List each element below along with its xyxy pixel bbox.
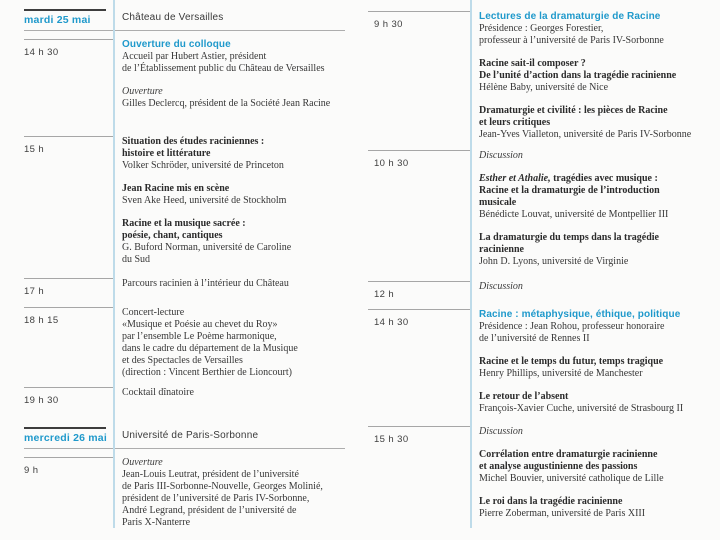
text-line: Volker Schröder, université de Princeton (122, 160, 284, 171)
event-line (479, 356, 710, 368)
talk-title: Le retour de l’absent (479, 391, 569, 402)
event-block (479, 356, 710, 380)
event-line (122, 195, 345, 207)
text-line: Paris X-Nanterre (122, 517, 191, 528)
event-line (479, 368, 710, 380)
event-block (479, 232, 710, 268)
event-cell (470, 150, 710, 268)
event-line (122, 387, 345, 399)
schedule-row (24, 457, 345, 529)
event-line (122, 148, 345, 160)
event-block (122, 307, 345, 379)
event-line (479, 232, 710, 244)
event-line (479, 185, 710, 197)
event-block (122, 457, 345, 529)
event-line (479, 23, 710, 35)
time-cell (24, 387, 113, 408)
event-cell (470, 281, 710, 293)
talk-title: et leurs critiques (479, 117, 551, 128)
schedule-row (24, 307, 345, 379)
text-line: John D. Lyons, université de Virginie (479, 256, 629, 267)
event-line (479, 105, 710, 117)
event-line (122, 481, 345, 493)
event-block (122, 183, 345, 207)
event-block (479, 173, 710, 221)
text-line: et des Spectacles de Versailles (122, 355, 243, 366)
event-line (479, 508, 710, 520)
day-header-cell (24, 427, 113, 444)
time-cell (368, 426, 470, 447)
event-block (122, 387, 345, 399)
talk-title: Racine et la musique sacrée : (122, 218, 246, 229)
time-cell (24, 39, 113, 60)
venue-cell (113, 427, 345, 441)
schedule-row (24, 136, 345, 266)
column-divider-line-right (470, 0, 472, 528)
time-cell (368, 281, 470, 302)
venue-label: Château de Versailles (122, 12, 224, 23)
event-line (479, 321, 710, 333)
event-line (479, 461, 710, 473)
event-line (122, 355, 345, 367)
text-line: Jean-Louis Leutrat, président de l’université (122, 469, 299, 480)
talk-title: histoire et littérature (122, 148, 211, 159)
time-label: 14 h 30 (374, 317, 409, 328)
text-line: président de l’université de Paris IV-Sorbonne, (122, 493, 310, 504)
time-cell (24, 278, 113, 299)
text-line: Présidence : Jean Rohou, professeur honoraire (479, 321, 665, 332)
event-line (479, 496, 710, 508)
italic-label: Discussion (479, 281, 523, 292)
event-line (479, 244, 710, 256)
time-cell (24, 136, 113, 157)
event-line (479, 473, 710, 485)
text-line: François-Xavier Cuche, université de Strasbourg II (479, 403, 684, 414)
event-block (122, 136, 345, 172)
event-line (479, 256, 710, 268)
schedule-row (368, 150, 710, 268)
event-line (122, 319, 345, 331)
text-line: Concert-lecture (122, 307, 185, 318)
session-heading: Lectures de la dramaturgie de Racine (479, 11, 661, 22)
schedule-row (24, 387, 345, 408)
time-label: 14 h 30 (24, 47, 59, 58)
event-line (122, 86, 345, 98)
text-line: Michel Bouvier, université catholique de Lille (479, 473, 664, 484)
talk-title: et analyse augustinienne des passions (479, 461, 638, 472)
event-line (479, 150, 710, 162)
day-label: mercredi 26 mai (24, 432, 107, 444)
session-heading: Ouverture du colloque (122, 39, 231, 50)
event-line (479, 403, 710, 415)
text-line: Présidence : Georges Forestier, (479, 23, 604, 34)
event-line (122, 63, 345, 75)
talk-title: racinienne (479, 244, 524, 255)
event-block (479, 150, 710, 162)
italic-label: Ouverture (122, 457, 163, 468)
text-line: Sven Ake Heed, université de Stockholm (122, 195, 287, 206)
event-cell (113, 387, 345, 399)
talk-title: Racine sait-il composer ? (479, 58, 586, 69)
time-label: 10 h 30 (374, 158, 409, 169)
text-line: Accueil par Hubert Astier, président (122, 51, 267, 62)
event-block (122, 39, 345, 75)
event-line (122, 183, 345, 195)
event-block (479, 58, 710, 94)
text-line: «Musique et Poésie au chevet du Roy» (122, 319, 278, 330)
session-heading: Racine : métaphysique, éthique, politique (479, 309, 681, 320)
text-line: dans le cadre du département de la Musique (122, 343, 298, 354)
talk-title: Le roi dans la tragédie racinienne (479, 496, 623, 507)
event-line (479, 333, 710, 345)
day-header-row (24, 427, 345, 449)
event-block (479, 496, 710, 520)
schedule-row (368, 281, 710, 302)
event-line (479, 35, 710, 47)
program-column-right (368, 0, 710, 528)
text-line: professeur à l’université de Paris IV-Sorbonne (479, 35, 664, 46)
talk-title: musicale (479, 197, 517, 208)
event-cell (470, 426, 710, 520)
event-line (122, 367, 345, 379)
schedule-row (24, 278, 345, 299)
italic-label: Discussion (479, 426, 523, 437)
event-cell (113, 136, 345, 266)
event-line (122, 493, 345, 505)
italic-label: Ouverture (122, 86, 163, 97)
event-line (122, 278, 345, 290)
text-line: André Legrand, président de l’université de (122, 505, 297, 516)
event-line (479, 281, 710, 293)
schedule-row (368, 309, 710, 415)
schedule-row (24, 39, 345, 110)
text-line: Hélène Baby, université de Nice (479, 82, 609, 93)
event-line (122, 505, 345, 517)
event-line (479, 391, 710, 403)
text-line: de l’Établissement public du Château de Versailles (122, 63, 325, 74)
event-cell (113, 307, 345, 379)
event-line (122, 51, 345, 63)
event-line (122, 218, 345, 230)
talk-title: La dramaturgie du temps dans la tragédie (479, 232, 659, 243)
event-line (479, 197, 710, 209)
text-line: (direction : Vincent Berthier de Lioncourt) (122, 367, 292, 378)
event-line (479, 173, 710, 185)
talk-title: Racine et la dramaturgie de l’introduction (479, 185, 660, 196)
time-cell (368, 309, 470, 330)
event-line (122, 457, 345, 469)
text-line: Gilles Declercq, président de la Société Jean Racine (122, 98, 331, 109)
column-divider-line-left (113, 0, 115, 528)
time-label: 18 h 15 (24, 315, 59, 326)
schedule-row (368, 426, 710, 520)
event-block (122, 86, 345, 110)
event-cell (470, 309, 710, 415)
event-block (479, 449, 710, 485)
event-line (479, 117, 710, 129)
event-line (479, 209, 710, 221)
event-line (479, 426, 710, 438)
day-header-cell (24, 9, 113, 26)
text-line: Parcours racinien à l’intérieur du Château (122, 278, 289, 289)
event-cell (113, 278, 345, 290)
italic-label: Discussion (479, 150, 523, 161)
text-line: G. Buford Norman, université de Caroline (122, 242, 292, 253)
talk-title: Racine et le temps du futur, temps tragique (479, 356, 664, 367)
time-label: 12 h (374, 289, 395, 300)
day-header-row (24, 9, 345, 31)
event-cell (113, 457, 345, 529)
day-label: mardi 25 mai (24, 14, 91, 26)
talk-title: tragédies avec musique : (550, 173, 658, 184)
event-line (122, 469, 345, 481)
time-label: 15 h 30 (374, 434, 409, 445)
event-line (122, 160, 345, 172)
event-line (122, 136, 345, 148)
event-line (479, 449, 710, 461)
text-line: Pierre Zoberman, université de Paris XIII (479, 508, 646, 519)
time-cell (368, 150, 470, 171)
event-line (122, 307, 345, 319)
event-block (122, 278, 345, 290)
event-block (479, 281, 710, 293)
event-line (479, 58, 710, 70)
event-block (479, 391, 710, 415)
schedule-row (368, 11, 710, 141)
event-block (479, 309, 710, 345)
event-line (122, 230, 345, 242)
event-line (122, 39, 345, 51)
event-cell (470, 11, 710, 141)
event-cell (113, 39, 345, 110)
talk-title: Corrélation entre dramaturgie racinienne (479, 449, 658, 460)
venue-label: Université de Paris-Sorbonne (122, 430, 259, 441)
talk-title: poésie, chant, cantiques (122, 230, 223, 241)
event-line (122, 517, 345, 529)
time-label: 19 h 30 (24, 395, 59, 406)
event-line (479, 129, 710, 141)
day-header-rule (24, 427, 106, 429)
event-line (122, 331, 345, 343)
event-line (479, 82, 710, 94)
event-line (122, 98, 345, 110)
time-label: 15 h (24, 144, 45, 155)
event-line (122, 242, 345, 254)
event-line (122, 343, 345, 355)
text-line: Henry Phillips, université de Manchester (479, 368, 643, 379)
text-line: Cocktail dînatoire (122, 387, 194, 398)
talk-title: Jean Racine mis en scène (122, 183, 230, 194)
time-label: 17 h (24, 286, 45, 297)
event-block (479, 426, 710, 438)
day-header-rule (24, 9, 106, 11)
talk-title: De l’unité d’action dans la tragédie racinienne (479, 70, 677, 81)
time-cell (24, 307, 113, 328)
event-line (122, 254, 345, 266)
text-line: de l’université de Rennes II (479, 333, 590, 344)
text-line: Bénédicte Louvat, université de Montpellier III (479, 209, 669, 220)
event-line (479, 309, 710, 321)
time-label: 9 h (24, 465, 39, 476)
program-column-left (24, 0, 345, 528)
event-line (479, 70, 710, 82)
talk-title: Situation des études raciniennes : (122, 136, 265, 147)
event-block (479, 105, 710, 141)
time-cell (368, 11, 470, 32)
venue-cell (113, 9, 345, 23)
event-block (122, 218, 345, 266)
event-block (479, 11, 710, 47)
time-label: 9 h 30 (374, 19, 403, 30)
text-line: de Paris III-Sorbonne-Nouvelle, Georges Molinié, (122, 481, 323, 492)
talk-title: Esther et Athalie, (479, 173, 551, 184)
talk-title: Dramaturgie et civilité : les pièces de Racine (479, 105, 668, 116)
text-line: du Sud (122, 254, 151, 265)
text-line: par l’ensemble Le Poème harmonique, (122, 331, 277, 342)
text-line: Jean-Yves Vialleton, université de Paris IV-Sorbonne (479, 129, 692, 140)
time-cell (24, 457, 113, 478)
event-line (479, 11, 710, 23)
